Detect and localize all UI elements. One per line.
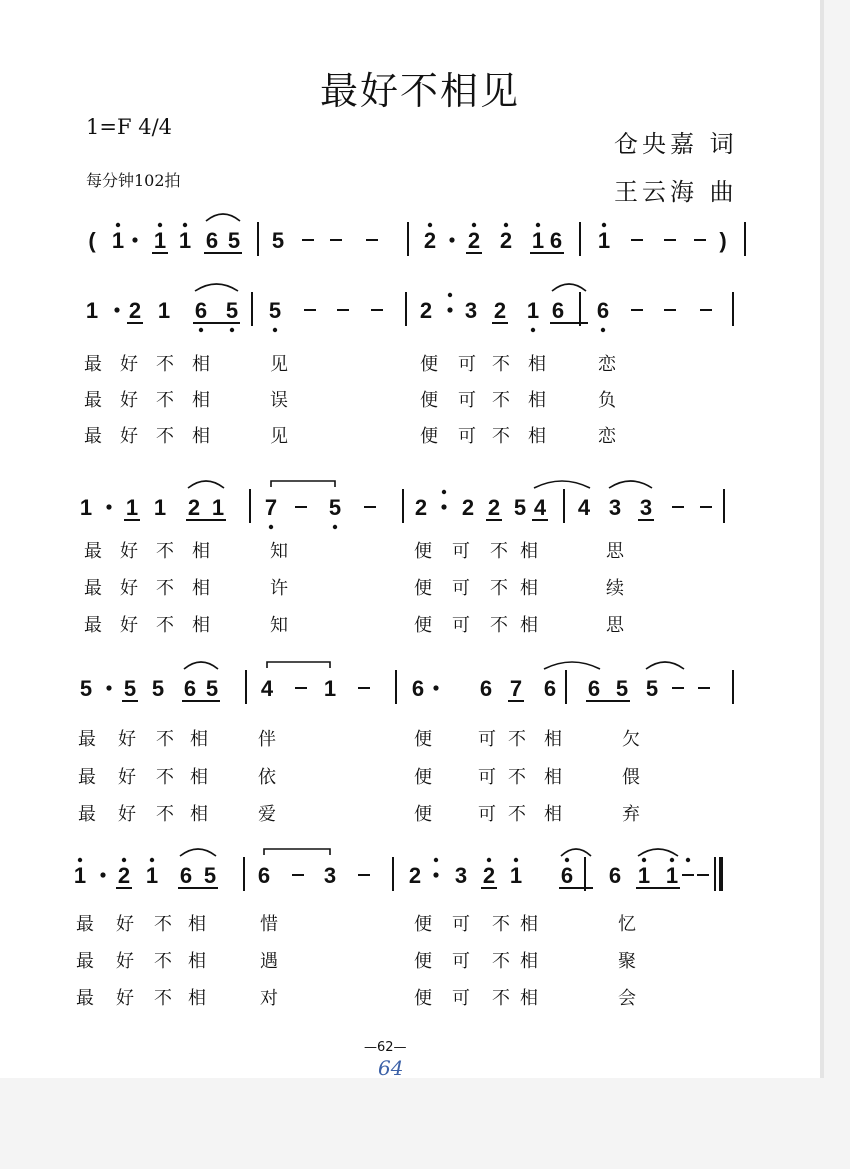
octave-dot (230, 328, 234, 332)
lyric-char: 误 (270, 390, 288, 411)
jianpu-note: 6 (183, 676, 197, 701)
jianpu-note: 3 (639, 495, 653, 520)
lyric-char: 最 (76, 951, 94, 972)
lyric-char: 不 (490, 615, 508, 636)
jianpu-note: 1 (153, 495, 167, 520)
lyric-char: 好 (120, 354, 138, 375)
lyric-char: 便 (420, 426, 438, 447)
lyric-char: 不 (156, 541, 174, 562)
jianpu-note: 6 (179, 863, 193, 888)
lyric-char: 相 (528, 390, 546, 411)
lyric-char: 最 (84, 615, 102, 636)
lyric-char: 相 (188, 988, 206, 1009)
lyric-char: 可 (458, 390, 476, 411)
augmentation-dot (441, 504, 446, 509)
lyric-char: 可 (478, 729, 496, 750)
jianpu-note: 5 (203, 863, 217, 888)
jianpu-note: 6 (587, 676, 601, 701)
lyric-char: 不 (156, 354, 174, 375)
lyric-char: 不 (156, 390, 174, 411)
jianpu-note: 2 (461, 495, 475, 520)
tempo-marking: 每分钟102拍 (86, 171, 181, 190)
jianpu-note: 2 (487, 495, 501, 520)
lyric-char: 爱 (258, 804, 276, 825)
lyric-char: 知 (270, 541, 288, 562)
lyric-char: 可 (458, 354, 476, 375)
lyric-char: 最 (76, 988, 94, 1009)
augmentation-dot (447, 307, 452, 312)
jianpu-note: 1 (73, 863, 87, 888)
jianpu-note: 5 (79, 676, 93, 701)
octave-dot (448, 293, 452, 297)
octave-dot (122, 858, 126, 862)
jianpu-note: 5 (151, 676, 165, 701)
octave-dot (333, 525, 337, 529)
lyric-char: 忆 (618, 914, 636, 935)
lyric-char: 可 (452, 541, 470, 562)
jianpu-note: 2 (408, 863, 422, 888)
jianpu-note: 3 (464, 298, 478, 323)
jianpu-note: 6 (257, 863, 271, 888)
jianpu-note: 1 (111, 228, 125, 253)
augmentation-dot (449, 237, 454, 242)
tie (271, 481, 335, 487)
lyric-char: 不 (492, 951, 510, 972)
lyric-char: 不 (492, 988, 510, 1009)
slur (206, 214, 240, 221)
jianpu-note: 1 (637, 863, 651, 888)
jianpu-note: 5 (328, 495, 342, 520)
lyric-char: 会 (618, 988, 636, 1009)
jianpu-note: 6 (411, 676, 425, 701)
jianpu-note: 7 (509, 676, 523, 701)
lyric-char: 最 (84, 390, 102, 411)
jianpu-note: 1 (323, 676, 337, 701)
octave-dot (158, 223, 162, 227)
jianpu-note: 3 (454, 863, 468, 888)
lyric-char: 便 (414, 988, 432, 1009)
octave-dot (487, 858, 491, 862)
jianpu-note: 2 (493, 298, 507, 323)
lyric-char: 不 (154, 988, 172, 1009)
lyric-char: 不 (156, 767, 174, 788)
augmentation-dot (100, 872, 105, 877)
octave-dot (428, 223, 432, 227)
octave-dot (78, 858, 82, 862)
octave-dot (472, 223, 476, 227)
lyric-char: 便 (414, 914, 432, 935)
octave-dot (273, 328, 277, 332)
lyric-char: 相 (192, 541, 210, 562)
jianpu-note: 6 (194, 298, 208, 323)
jianpu-note: 6 (608, 863, 622, 888)
augmentation-dot (114, 307, 119, 312)
lyric-char: 好 (118, 767, 136, 788)
lyric-char: 最 (84, 354, 102, 375)
lyric-char: 不 (508, 804, 526, 825)
lyric-char: 不 (156, 729, 174, 750)
lyric-char: 可 (478, 767, 496, 788)
octave-dot (601, 328, 605, 332)
jianpu-note: 1 (211, 495, 225, 520)
jianpu-note: 1 (157, 298, 171, 323)
lyric-char: 相 (520, 914, 538, 935)
lyric-char: 知 (270, 615, 288, 636)
slur (188, 481, 224, 488)
lyric-char: 偎 (622, 767, 640, 788)
lyric-char: 不 (156, 804, 174, 825)
lyric-char: 相 (544, 767, 562, 788)
lyric-char: 便 (414, 767, 432, 788)
slur (638, 849, 678, 856)
jianpu-note: 2 (128, 298, 142, 323)
lyricist-credit: 仓央嘉 词 (614, 130, 738, 158)
jianpu-note: 1 (125, 495, 139, 520)
lyric-char: 便 (414, 951, 432, 972)
lyric-char: 可 (452, 615, 470, 636)
lyric-char: 便 (414, 578, 432, 599)
octave-dot (686, 858, 690, 862)
lyric-char: 好 (116, 914, 134, 935)
jianpu-note: 5 (225, 298, 239, 323)
lyric-char: 相 (520, 988, 538, 1009)
lyric-char: 不 (508, 729, 526, 750)
jianpu-note: 6 (551, 298, 565, 323)
augmentation-dot (106, 504, 111, 509)
lyric-char: 不 (490, 578, 508, 599)
lyric-char: 最 (78, 729, 96, 750)
slur (552, 284, 586, 291)
lyric-char: 好 (116, 951, 134, 972)
lyric-char: 依 (258, 767, 276, 788)
jianpu-note: 5 (123, 676, 137, 701)
lyric-char: 好 (118, 729, 136, 750)
lyric-char: 可 (452, 951, 470, 972)
lyric-char: 好 (118, 804, 136, 825)
lyric-char: 对 (260, 988, 278, 1009)
octave-dot (116, 223, 120, 227)
lyric-char: 便 (414, 615, 432, 636)
lyric-char: 可 (452, 914, 470, 935)
lyric-char: 可 (452, 988, 470, 1009)
lyric-char: 不 (154, 951, 172, 972)
jianpu-note: 2 (467, 228, 481, 253)
lyric-char: 相 (192, 578, 210, 599)
jianpu-note: 2 (423, 228, 437, 253)
printed-page-number-value: 62 (377, 1040, 394, 1055)
jianpu-note: 5 (615, 676, 629, 701)
jianpu-note: 3 (608, 495, 622, 520)
jianpu-note: 2 (414, 495, 428, 520)
jianpu-note: 2 (499, 228, 513, 253)
song-title: 最好不相见 (319, 69, 520, 113)
jianpu-note: 7 (264, 495, 278, 520)
composer-credit: 王云海 曲 (614, 178, 738, 206)
augmentation-dot (106, 685, 111, 690)
lyric-char: 相 (192, 426, 210, 447)
lyric-char: 相 (520, 615, 538, 636)
octave-dot (442, 490, 446, 494)
lyric-char: 最 (84, 426, 102, 447)
lyric-char: 不 (490, 541, 508, 562)
slur (195, 284, 238, 291)
jianpu-note: 5 (271, 228, 285, 253)
lyric-char: 许 (270, 578, 288, 599)
lyric-char: 思 (606, 615, 624, 636)
lyric-char: 恋 (598, 354, 616, 375)
lyric-char: 便 (414, 729, 432, 750)
jianpu-note: 4 (533, 495, 547, 520)
jianpu-note: 1 (597, 228, 611, 253)
octave-dot (504, 223, 508, 227)
lyric-char: 最 (78, 767, 96, 788)
printed-page-number: —62— (364, 1040, 407, 1055)
lyric-char: 可 (452, 578, 470, 599)
lyric-char: 相 (190, 729, 208, 750)
lyric-char: 见 (270, 354, 288, 375)
lyric-char: 相 (520, 951, 538, 972)
lyric-char: 好 (120, 541, 138, 562)
octave-dot (531, 328, 535, 332)
jianpu-note: 3 (323, 863, 337, 888)
jianpu-note: 2 (419, 298, 433, 323)
lyric-char: 相 (188, 951, 206, 972)
lyric-char: 相 (520, 541, 538, 562)
lyric-char: 相 (190, 767, 208, 788)
lyric-char: 欠 (622, 729, 640, 750)
jianpu-note: 1 (79, 495, 93, 520)
lyric-char: 最 (76, 914, 94, 935)
slur (180, 849, 216, 856)
slur (534, 481, 590, 488)
lyric-char: 不 (508, 767, 526, 788)
jianpu-note: 6 (543, 676, 557, 701)
slur (609, 481, 652, 488)
lyric-char: 不 (156, 578, 174, 599)
tie (267, 662, 330, 668)
jianpu-note: 1 (665, 863, 679, 888)
jianpu-note: 6 (549, 228, 563, 253)
lyric-char: 相 (192, 354, 210, 375)
jianpu-note: 5 (268, 298, 282, 323)
jianpu-note: 6 (596, 298, 610, 323)
octave-dot (434, 858, 438, 862)
bracket: ( (88, 228, 96, 253)
lyric-char: 不 (156, 426, 174, 447)
jianpu-note: 1 (153, 228, 167, 253)
jianpu-note: 1 (178, 228, 192, 253)
lyric-char: 遇 (260, 951, 278, 972)
lyric-char: 思 (606, 541, 624, 562)
octave-dot (269, 525, 273, 529)
jianpu-note: 6 (205, 228, 219, 253)
bracket: ) (719, 228, 727, 253)
octave-dot (199, 328, 203, 332)
lyric-char: 不 (154, 914, 172, 935)
lyric-char: 惜 (260, 914, 278, 935)
jianpu-note: 2 (482, 863, 496, 888)
jianpu-note: 1 (509, 863, 523, 888)
lyric-char: 便 (414, 804, 432, 825)
slur (646, 662, 684, 669)
lyric-char: 好 (120, 615, 138, 636)
jianpu-note: 1 (85, 298, 99, 323)
lyric-char: 不 (492, 390, 510, 411)
octave-dot (565, 858, 569, 862)
lyric-char: 最 (78, 804, 96, 825)
jianpu-note: 4 (260, 676, 274, 701)
lyric-char: 相 (528, 426, 546, 447)
octave-dot (514, 858, 518, 862)
lyric-char: 相 (192, 615, 210, 636)
lyric-char: 相 (544, 804, 562, 825)
handwritten-page-number: 64 (378, 1056, 404, 1080)
lyric-char: 聚 (618, 951, 636, 972)
lyric-char: 便 (414, 541, 432, 562)
slur (544, 662, 600, 669)
key-signature: 1=F 4/4 (86, 115, 172, 139)
tie (264, 849, 330, 855)
lyric-char: 负 (598, 390, 616, 411)
lyric-char: 相 (190, 804, 208, 825)
lyric-char: 相 (528, 354, 546, 375)
lyric-char: 可 (478, 804, 496, 825)
jianpu-note: 6 (479, 676, 493, 701)
octave-dot (150, 858, 154, 862)
octave-dot (183, 223, 187, 227)
lyric-char: 见 (270, 426, 288, 447)
jianpu-note: 5 (645, 676, 659, 701)
lyric-char: 好 (120, 426, 138, 447)
octave-dot (602, 223, 606, 227)
lyric-char: 相 (188, 914, 206, 935)
octave-dot (670, 858, 674, 862)
augmentation-dot (132, 237, 137, 242)
jianpu-note: 5 (205, 676, 219, 701)
jianpu-note: 2 (187, 495, 201, 520)
lyric-char: 相 (192, 390, 210, 411)
jianpu-note: 1 (145, 863, 159, 888)
augmentation-dot (433, 685, 438, 690)
lyric-char: 伴 (258, 729, 276, 750)
jianpu-note: 1 (526, 298, 540, 323)
lyric-char: 不 (156, 615, 174, 636)
lyric-char: 不 (492, 354, 510, 375)
lyric-char: 弃 (622, 804, 640, 825)
lyric-char: 相 (544, 729, 562, 750)
lyric-char: 续 (606, 578, 624, 599)
lyric-char: 好 (120, 390, 138, 411)
lyric-char: 好 (120, 578, 138, 599)
lyric-char: 不 (492, 914, 510, 935)
lyric-char: 最 (84, 578, 102, 599)
jianpu-note: 4 (577, 495, 591, 520)
octave-dot (642, 858, 646, 862)
lyric-char: 好 (116, 988, 134, 1009)
octave-dot (536, 223, 540, 227)
lyric-char: 可 (458, 426, 476, 447)
lyric-char: 相 (520, 578, 538, 599)
lyric-char: 不 (492, 426, 510, 447)
lyric-char: 最 (84, 541, 102, 562)
jianpu-note: 1 (531, 228, 545, 253)
lyric-char: 便 (420, 390, 438, 411)
slur (184, 662, 218, 669)
jianpu-note: 6 (560, 863, 574, 888)
augmentation-dot (433, 872, 438, 877)
jianpu-note: 5 (227, 228, 241, 253)
lyric-char: 便 (420, 354, 438, 375)
slur (561, 849, 591, 856)
lyric-char: 恋 (598, 426, 616, 447)
jianpu-note: 2 (117, 863, 131, 888)
jianpu-note: 5 (513, 495, 527, 520)
